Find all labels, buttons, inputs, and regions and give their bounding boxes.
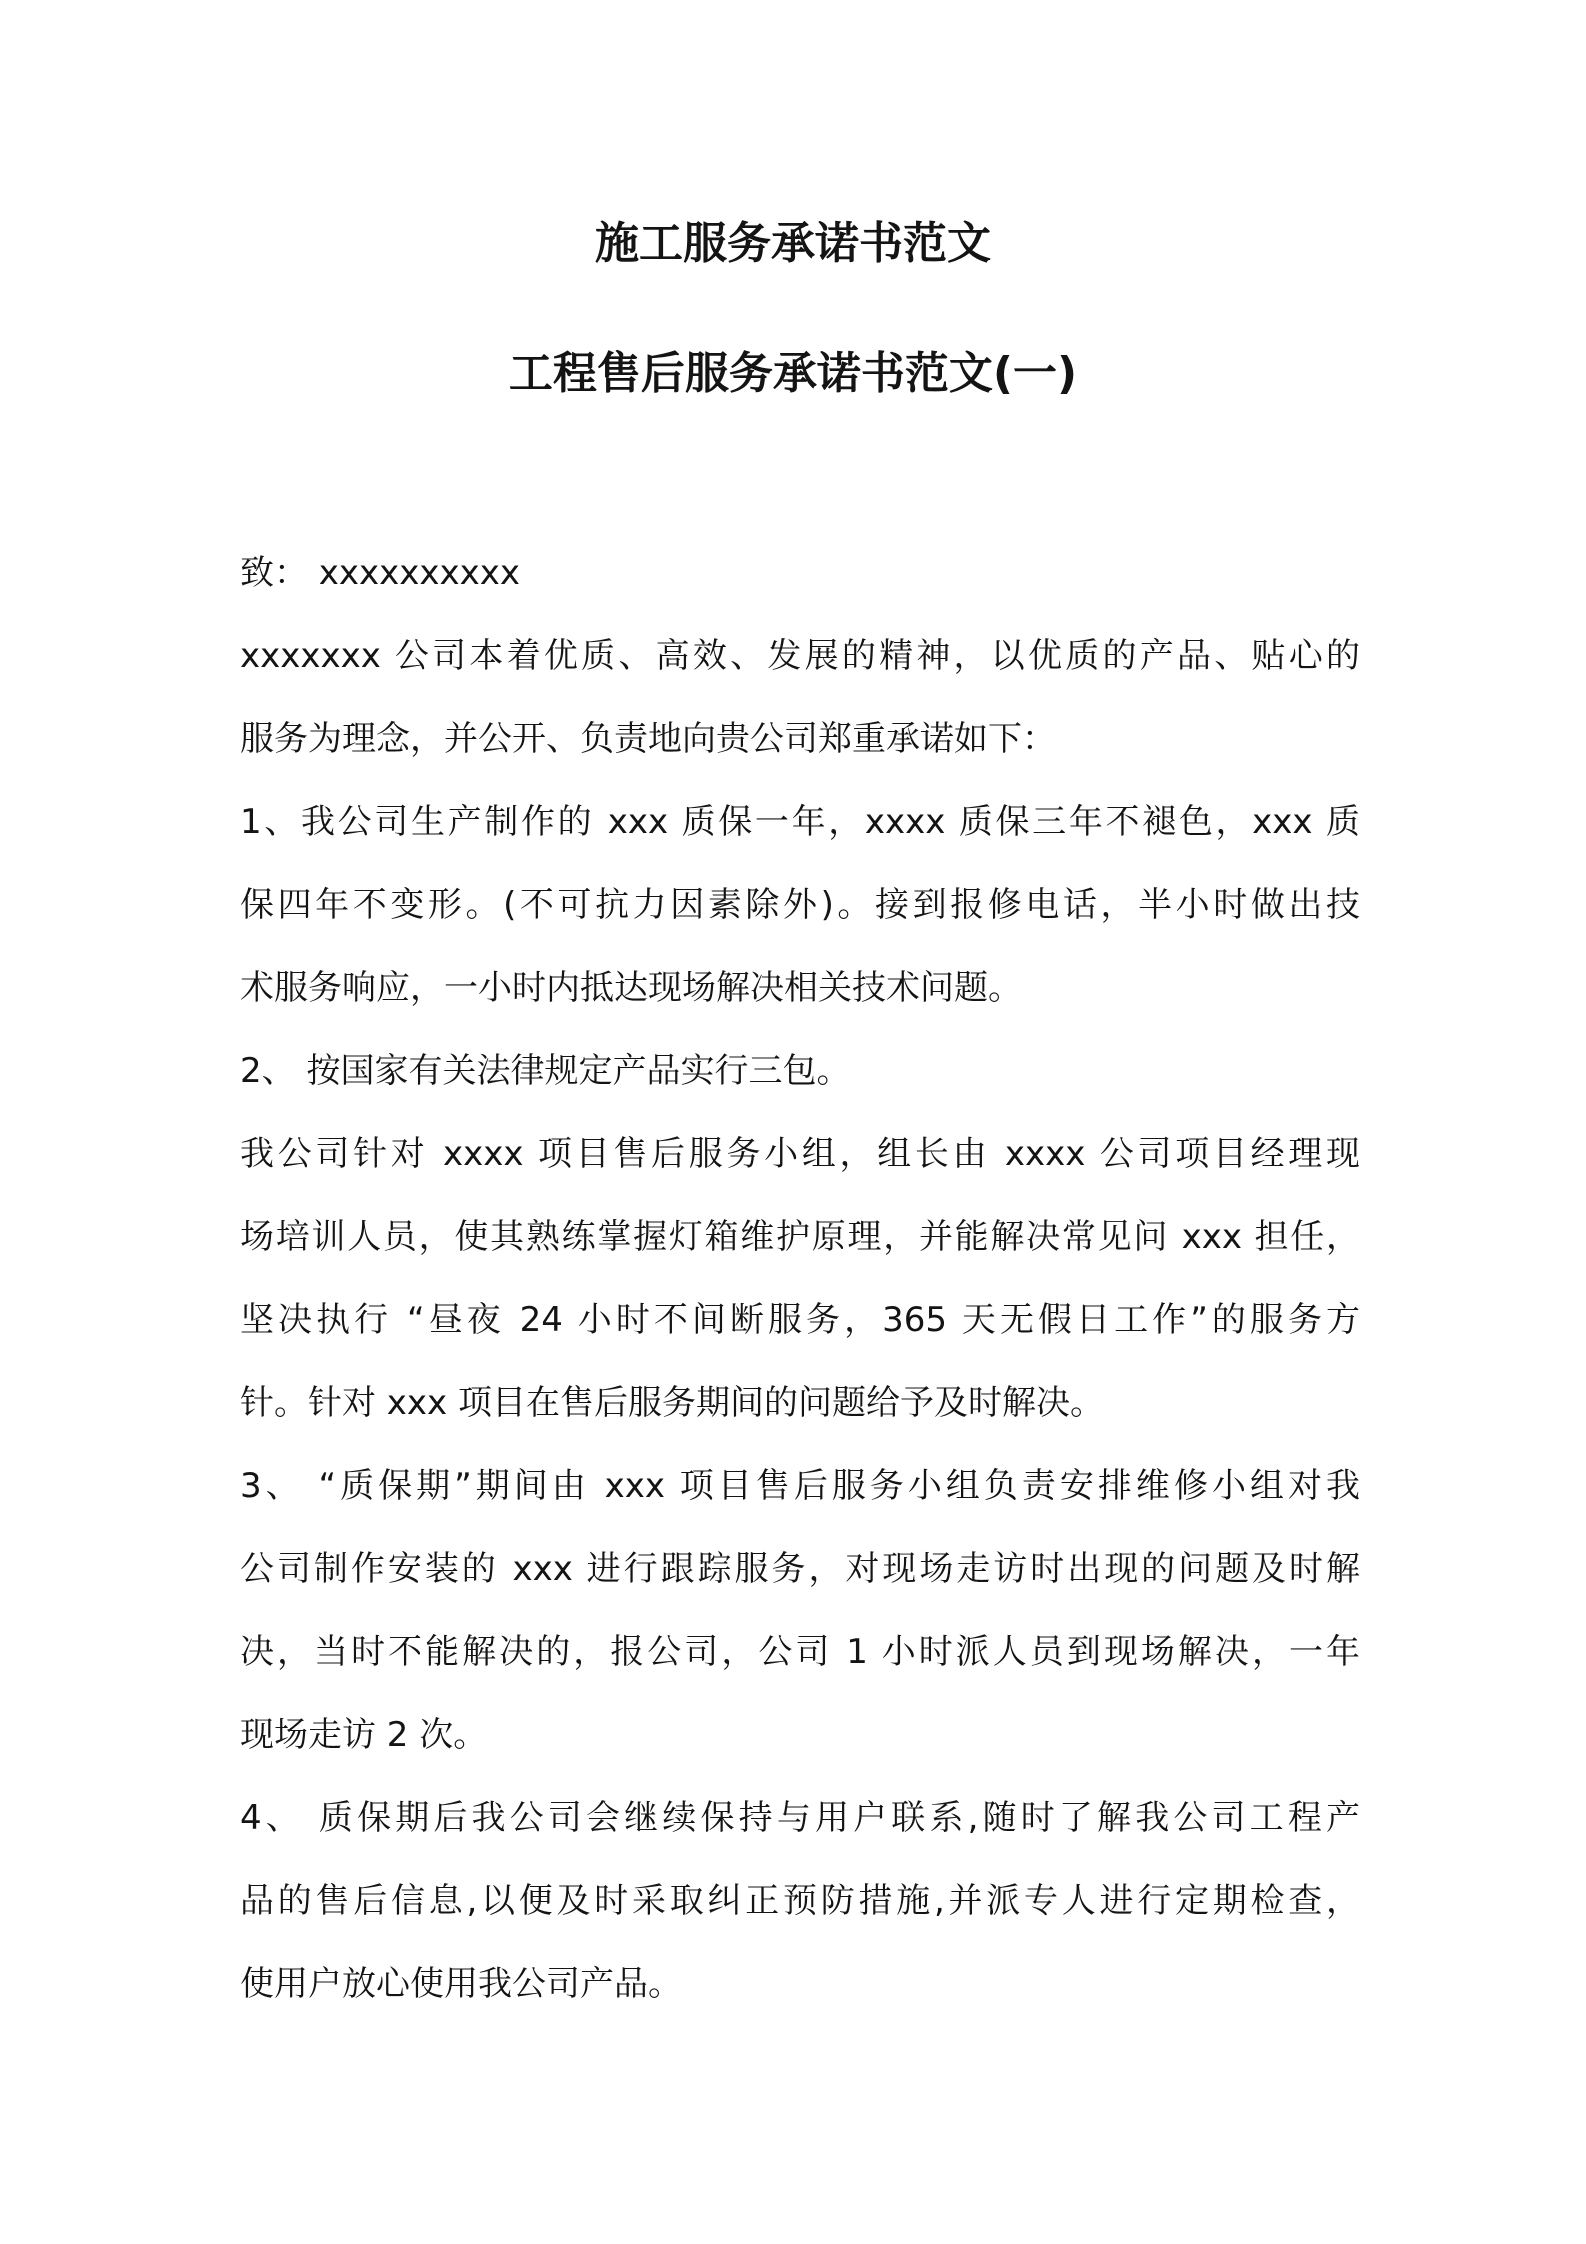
body-line: 坚决执行 “昼夜 24 小时不间断服务，365 天无假日工作”的服务方 (240, 1300, 1360, 1340)
body-line: 使用户放心使用我公司产品。 (240, 1964, 682, 2004)
body-line: 决，当时不能解决的，报公司，公司 1 小时派人员到现场解决，一年 (240, 1632, 1360, 1672)
body-line: 2、 按国家有关法律规定产品实行三包。 (240, 1051, 851, 1091)
body-line: 我公司针对 xxxx 项目售后服务小组，组长由 xxxx 公司项目经理现 (240, 1134, 1360, 1174)
body-line: 品的售后信息,以便及时采取纠正预防措施,并派专人进行定期检查， (240, 1881, 1360, 1921)
body-line: 针。针对 xxx 项目在售后服务期间的问题给予及时解决。 (240, 1383, 1104, 1423)
body-line: 术服务响应，一小时内抵达现场解决相关技术问题。 (240, 968, 1022, 1008)
body-line: 服务为理念，并公开、负责地向贵公司郑重承诺如下： (240, 719, 1056, 759)
body-line: 3、 “质保期”期间由 xxx 项目售后服务小组负责安排维修小组对我 (240, 1466, 1360, 1506)
body-line: 场培训人员，使其熟练掌握灯箱维护原理，并能解决常见问 xxx 担任， (240, 1217, 1360, 1257)
body-line: 1、我公司生产制作的 xxx 质保一年，xxxx 质保三年不褪色，xxx 质 (240, 802, 1360, 842)
body-line: 公司制作安装的 xxx 进行跟踪服务，对现场走访时出现的问题及时解 (240, 1549, 1360, 1589)
body-line: xxxxxxx 公司本着优质、高效、发展的精神，以优质的产品、贴心的 (240, 636, 1360, 676)
document-subtitle: 工程售后服务承诺书范文(一) (508, 348, 1078, 399)
body-line: 4、 质保期后我公司会继续保持与用户联系,随时了解我公司工程产 (240, 1798, 1360, 1838)
document-title: 施工服务承诺书范文 (595, 218, 991, 269)
document-body (240, 532, 1360, 2026)
body-line: 现场走访 2 次。 (240, 1715, 488, 1755)
recipient-line: 致： xxxxxxxxxx (240, 553, 521, 593)
body-line: 保四年不变形。(不可抗力因素除外)。接到报修电话，半小时做出技 (240, 885, 1360, 925)
